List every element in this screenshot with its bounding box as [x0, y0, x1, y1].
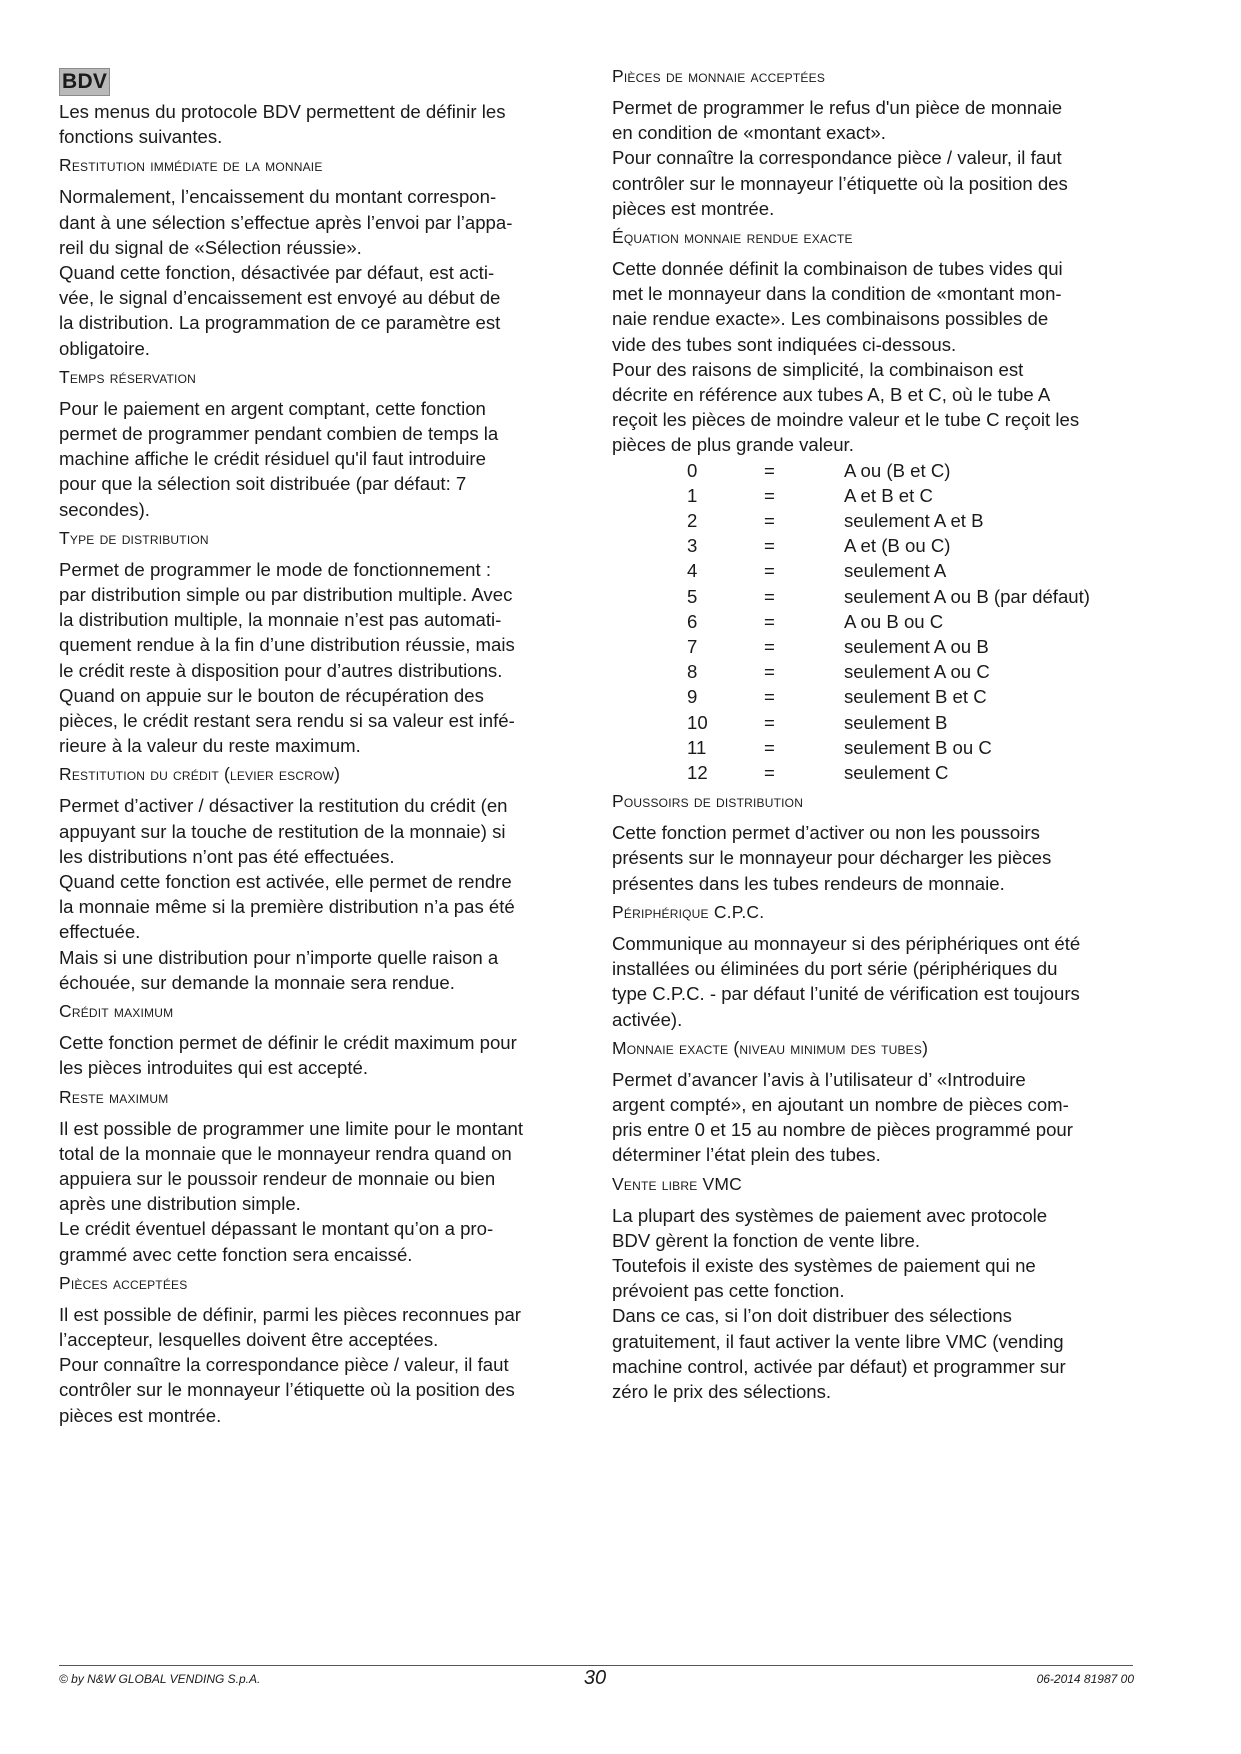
table-row: [612, 710, 1142, 735]
section-reste-maximum: [59, 1087, 583, 1267]
eq-number: 2: [687, 510, 698, 532]
section-body: Il est possible de programmer une limite pour le montant total de la monnaie que le monnayeur rendra quand on appuiera sur le poussoir rendeur de monnaie ou bien après une distribution simple. Le crédit éventuel dépassant le montant qu’on a pro- grammé avec cette fonction sera encaissé.: [59, 1117, 524, 1265]
eq-value: A et B et C: [844, 484, 933, 506]
section-body: Cette fonction permet de définir le crédit maximum pour les pièces introduites qui est accepté.: [59, 1032, 517, 1079]
section-pieces-monnaie-acceptees: [612, 66, 1142, 221]
section-monnaie-exacte: [612, 1038, 1142, 1168]
eq-sign: =: [764, 510, 775, 532]
eq-sign: =: [764, 762, 775, 784]
eq-number: 6: [687, 610, 698, 632]
eq-sign: =: [764, 484, 775, 506]
eq-value: A et (B ou C): [844, 535, 951, 557]
eq-sign: =: [764, 661, 775, 683]
table-row: [612, 508, 1142, 533]
section-body: Pour le paiement en argent comptant, cette fonction permet de programmer pendant combien de temps la machine affiche le crédit résiduel qu'il faut introduire pour que la sélection soit distribuée (par défaut: 7 secondes).: [59, 397, 499, 520]
eq-sign: =: [764, 610, 775, 632]
table-row: [612, 684, 1142, 709]
section-body: Il est possible de définir, parmi les pièces reconnues par l’accepteur, lesquelles doivent être acceptées. Pour connaître la correspondance pièce / valeur, il faut contrôler sur le monnayeur l’étiquette où la position des pièces est montrée.: [59, 1303, 521, 1426]
eq-value: seulement B ou C: [844, 736, 992, 758]
eq-value: seulement A: [844, 560, 947, 582]
eq-number: 1: [687, 484, 698, 506]
footer-doc-code: 06-2014 81987 00: [1036, 1672, 1134, 1686]
section-temps-reservation: [59, 367, 583, 522]
section-heading: Crédit maximum: [59, 1001, 174, 1022]
table-row: [612, 558, 1142, 583]
eq-value: seulement A ou C: [844, 661, 990, 683]
left-column: [59, 62, 583, 1428]
eq-sign: =: [764, 560, 775, 582]
section-heading: Temps réservation: [59, 366, 196, 387]
eq-value: seulement B et C: [844, 686, 987, 708]
eq-sign: =: [764, 636, 775, 658]
section-body: Cette donnée définit la combinaison de tubes vides qui met le monnayeur dans la condition de «montant mon- naie rendue exacte». Les combinaisons possibles de vide des tubes sont indiquées ci-dessous. Pour des raisons de simplicité, la combinaison est décrite en référence aux tubes A, B et C, où le tube A reçoit les pièces de moindre valeur et le tube C reçoit les pièces de plus grande valeur.: [612, 258, 1080, 456]
section-heading: Vente libre VMC: [612, 1173, 742, 1194]
eq-number: 11: [687, 736, 707, 758]
eq-sign: =: [764, 459, 775, 481]
table-row: [612, 659, 1142, 684]
eq-sign: =: [764, 711, 775, 733]
eq-number: 8: [687, 661, 698, 683]
eq-value: A ou (B et C): [844, 459, 951, 481]
section-heading: Monnaie exacte (niveau minimum des tubes): [612, 1037, 929, 1058]
section-restitution-immediate: [59, 155, 583, 360]
eq-value: seulement A et B: [844, 510, 984, 532]
table-row: [612, 458, 1142, 483]
section-body: Cette fonction permet d’activer ou non les poussoirs présents sur le monnayeur pour décharger les pièces présentes dans les tubes rendeurs de monnaie.: [612, 822, 1052, 894]
table-row: [612, 735, 1142, 760]
eq-value: seulement C: [844, 762, 949, 784]
section-equation-monnaie: [612, 227, 1142, 458]
section-body: La plupart des systèmes de paiement avec protocole BDV gèrent la fonction de vente libre. Toutefois il existe des systèmes de paiement qui ne prévoient pas cette fonction. Dans ce cas, si l’on doit distribuer des sélections gratuitement, il faut activer la vente libre VMC (vending machine control, activée par défaut) et programmer sur zéro le prix des sélections.: [612, 1204, 1066, 1402]
eq-number: 4: [687, 560, 698, 582]
table-row: [612, 760, 1142, 785]
section-heading: Pièces acceptées: [59, 1272, 188, 1293]
section-peripherique-cpc: [612, 902, 1142, 1032]
section-heading: Restitution immédiate de la monnaie: [59, 155, 323, 176]
eq-value: seulement A ou B: [844, 636, 989, 658]
table-row: [612, 584, 1142, 609]
section-body: Permet de programmer le mode de fonctionnement : par distribution simple ou par distribution multiple. Avec la distribution multiple, la monnaie n’est pas automati- quement rendue à la fin d’une distribution réussie, mais le crédit reste à disposition pour d’autres distributions. Quand on appuie sur le bouton de récupération des pièces, le crédit restant sera rendu si sa valeur est infé- rieure à la valeur du reste maximum.: [59, 558, 515, 757]
section-body: Normalement, l’encaissement du montant correspon- dant à une sélection s’effectue après l’envoi par l’appa- reil du signal de «Sélection réussie». Quand cette fonction, désactivée par défaut, est acti- vée, le signal d’encaissement est envoyé au début de la distribution. La programmation de ce paramètre est obligatoire.: [59, 186, 513, 359]
section-heading: Reste maximum: [59, 1086, 169, 1107]
table-row: [612, 634, 1142, 659]
section-poussoirs-distribution: [612, 791, 1142, 896]
eq-value: seulement B: [844, 711, 948, 733]
page-number: 30: [583, 1667, 607, 1689]
section-title: BDV: [59, 68, 110, 96]
section-heading: Pièces de monnaie acceptées: [612, 66, 826, 86]
eq-sign: =: [764, 585, 775, 607]
eq-value: seulement A ou B (par défaut): [844, 585, 1091, 607]
section-vente-libre-vmc: [612, 1174, 1142, 1405]
section-body: Permet d’avancer l’avis à l’utilisateur d’ «Introduire argent compté», en ajoutant un nombre de pièces com- pris entre 0 et 15 au nombre de pièces programmé pour déterminer l’état plein des tubes.: [612, 1068, 1073, 1166]
table-row: [612, 609, 1142, 634]
table-row: [612, 533, 1142, 558]
intro-paragraph: Les menus du protocole BDV permettent de définir les fonctions suivantes.: [59, 101, 506, 148]
section-heading: Équation monnaie rendue exacte: [612, 227, 853, 248]
table-row: [612, 483, 1142, 508]
eq-sign: =: [764, 736, 775, 758]
section-heading: Restitution du crédit (levier escrow): [59, 764, 341, 785]
eq-sign: =: [764, 686, 775, 708]
eq-number: 3: [687, 535, 698, 557]
eq-number: 5: [687, 585, 698, 607]
eq-number: 0: [687, 459, 698, 481]
section-restitution-credit: [59, 764, 583, 995]
equation-table: [612, 458, 1142, 786]
eq-number: 10: [687, 711, 708, 733]
section-pieces-acceptees: [59, 1273, 583, 1428]
eq-number: 7: [687, 636, 698, 658]
section-body: Communique au monnayeur si des périphériques ont été installées ou éliminées du port série (périphériques du type C.P.C. - par défaut l’unité de vérification est toujours activée).: [612, 932, 1081, 1030]
eq-value: A ou B ou C: [844, 610, 944, 632]
footer-copyright: © by N&W GLOBAL VENDING S.p.A.: [59, 1672, 261, 1686]
section-heading: Périphérique C.P.C.: [612, 901, 765, 922]
section-heading: Poussoirs de distribution: [612, 791, 804, 812]
section-body: Permet d’activer / désactiver la restitution du crédit (en appuyant sur la touche de restitution de la monnaie) si les distributions n’ont pas été effectuées. Quand cette fonction est activée, elle permet de rendre la monnaie même si la première distribution n’a pas été effectuée. Mais si une distribution pour n’importe quelle raison a échouée, sur demande la monnaie sera rendue.: [59, 795, 515, 993]
section-type-distribution: [59, 528, 583, 759]
eq-number: 12: [687, 762, 708, 784]
eq-sign: =: [764, 535, 775, 557]
section-heading: Type de distribution: [59, 527, 209, 548]
eq-number: 9: [687, 686, 698, 708]
section-body: Permet de programmer le refus d'un pièce de monnaie en condition de «montant exact». Pour connaître la correspondance pièce / valeur, il faut contrôler sur le monnayeur l’étiquette où la position des pièces est montrée.: [612, 97, 1068, 219]
section-credit-maximum: [59, 1001, 583, 1080]
right-column: [612, 66, 1142, 1404]
